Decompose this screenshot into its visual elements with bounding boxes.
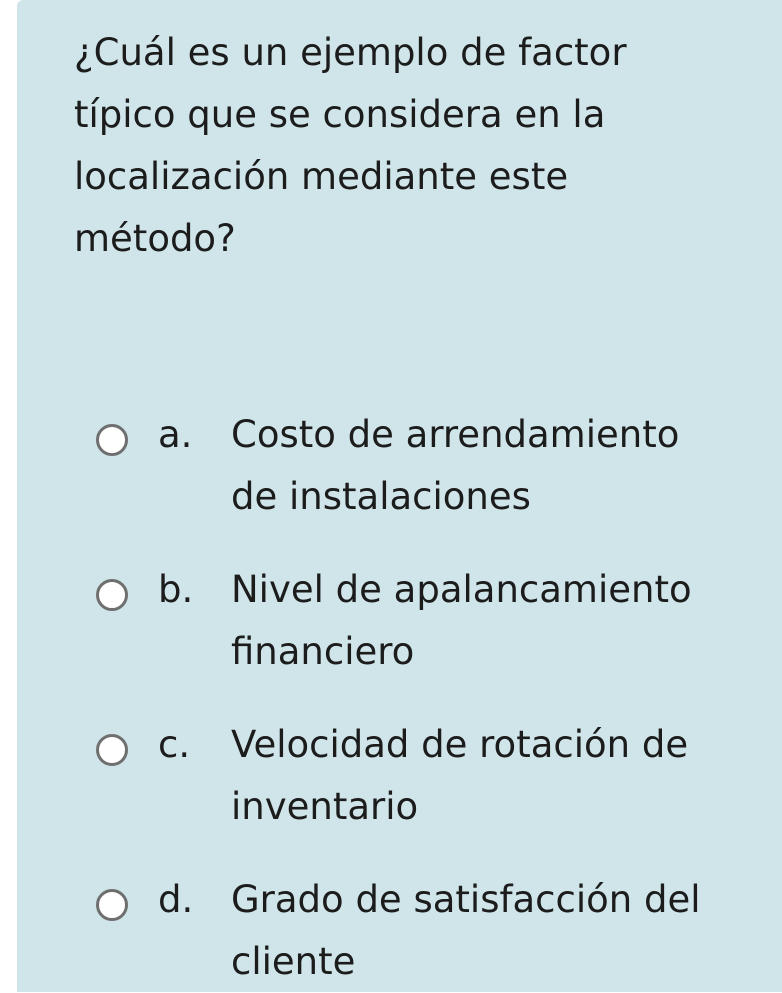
question-line-1: ¿Cuál es un ejemplo de factor: [74, 31, 627, 74]
option-letter: c.: [158, 723, 191, 766]
option-label-line-2: inventario: [231, 785, 419, 828]
radio-button-icon[interactable]: [96, 889, 128, 921]
option-letter: b.: [158, 568, 194, 611]
option-label-line-2: de instalaciones: [231, 475, 531, 518]
option-label-line-2: cliente: [231, 940, 356, 983]
option-label-line-1: Costo de arrendamiento: [231, 413, 680, 456]
option-label: [231, 869, 761, 993]
option-b[interactable]: [90, 559, 770, 683]
option-label: [231, 559, 761, 683]
option-a[interactable]: [90, 404, 770, 528]
radio-button-icon[interactable]: [96, 734, 128, 766]
option-label-line-1: Nivel de apalancamiento: [231, 568, 692, 611]
option-label-line-2: financiero: [231, 630, 415, 673]
option-label-line-1: Velocidad de rotación de: [231, 723, 689, 766]
option-label-line-1: Grado de satisfacción del: [231, 878, 701, 921]
option-label: [231, 404, 761, 528]
question-line-4: método?: [74, 217, 236, 260]
radio-button-icon[interactable]: [96, 579, 128, 611]
option-letter: a.: [158, 413, 193, 456]
option-label: [231, 714, 761, 838]
radio-button-icon[interactable]: [96, 424, 128, 456]
question-line-3: localización mediante este: [74, 155, 569, 198]
option-d[interactable]: [90, 869, 770, 993]
option-c[interactable]: [90, 714, 770, 838]
question-line-2: típico que se considera en la: [74, 93, 606, 136]
option-letter: d.: [158, 878, 194, 921]
